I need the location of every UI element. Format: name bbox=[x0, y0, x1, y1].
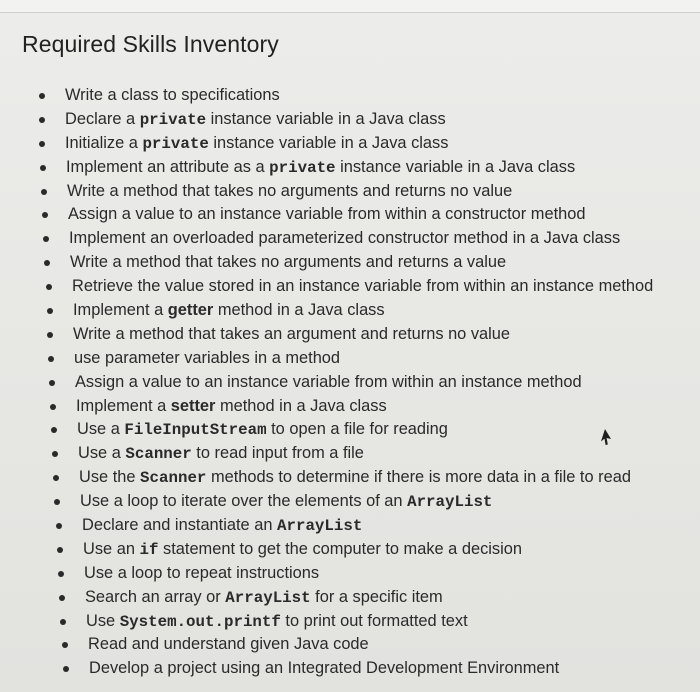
skill-item bbox=[0, 84, 700, 108]
skill-text-part: instance variable in a Java class bbox=[206, 109, 446, 128]
skill-text-part: to read input from a file bbox=[191, 444, 364, 463]
bullet-icon bbox=[57, 547, 63, 553]
skill-text-part: to open a file for reading bbox=[266, 420, 448, 439]
skill-text-part: Use a loop to repeat instructions bbox=[84, 563, 320, 582]
skill-text bbox=[69, 227, 620, 251]
skill-text-part: Write a class to specifications bbox=[65, 86, 280, 104]
skill-text-part: Implement an overloaded parameterized constructor method in a Java class bbox=[69, 229, 621, 248]
skill-text-part: Declare a bbox=[65, 109, 140, 128]
bullet-icon bbox=[42, 212, 48, 218]
skill-text-part: Use a loop to iterate over the elements of an bbox=[80, 492, 408, 511]
bullet-icon bbox=[51, 427, 57, 433]
bullet-icon bbox=[62, 642, 68, 648]
bullet-icon bbox=[60, 619, 66, 625]
code-keyword: private bbox=[139, 110, 207, 129]
skill-text bbox=[82, 514, 362, 539]
skill-text-part: Use a bbox=[78, 444, 126, 463]
skill-text bbox=[76, 395, 387, 419]
bullet-icon bbox=[39, 141, 45, 147]
code-keyword: Scanner bbox=[125, 445, 192, 464]
skill-item bbox=[0, 227, 700, 251]
skill-text-part: Read and understand given Java code bbox=[88, 635, 369, 654]
bullet-icon bbox=[53, 475, 59, 481]
skill-item bbox=[0, 132, 700, 156]
skill-item bbox=[0, 323, 700, 347]
skill-text bbox=[83, 538, 522, 563]
skill-text bbox=[65, 84, 280, 108]
skill-text bbox=[86, 610, 468, 635]
skill-item bbox=[0, 633, 700, 657]
skill-item bbox=[0, 371, 700, 395]
skill-item bbox=[0, 538, 700, 562]
skill-text bbox=[88, 633, 369, 657]
bullet-icon bbox=[50, 404, 56, 410]
skill-text-part: Implement a bbox=[73, 301, 168, 320]
bullet-icon bbox=[39, 117, 45, 123]
skill-item bbox=[0, 610, 700, 634]
skill-text bbox=[75, 371, 582, 395]
skill-item bbox=[0, 108, 700, 132]
code-keyword: System.out.printf bbox=[119, 612, 281, 631]
skill-text bbox=[77, 418, 448, 443]
skill-text-part: instance variable in a Java class bbox=[208, 133, 449, 152]
skill-text bbox=[67, 180, 512, 204]
skill-text-part: instance variable in a Java class bbox=[335, 157, 576, 176]
skill-item bbox=[0, 275, 700, 299]
skill-item bbox=[0, 514, 700, 538]
skills-list bbox=[0, 84, 700, 681]
skill-item bbox=[0, 180, 700, 204]
skill-text-part: Write a method that takes no arguments and returns no value bbox=[67, 181, 513, 200]
skill-text-part: method in a Java class bbox=[215, 396, 387, 415]
bullet-icon bbox=[47, 308, 53, 314]
skill-text-part: use parameter variables in a method bbox=[74, 348, 341, 367]
skill-item bbox=[0, 466, 700, 490]
skill-text bbox=[68, 203, 585, 227]
skill-text-part: Use bbox=[86, 611, 120, 630]
skill-text-part: Search an array or bbox=[85, 587, 226, 606]
skill-text bbox=[65, 108, 446, 133]
mouse-pointer-icon bbox=[598, 428, 612, 446]
skill-text bbox=[84, 562, 319, 586]
skill-text-part: to print out formatted text bbox=[280, 611, 468, 630]
page-title: Required Skills Inventory bbox=[22, 31, 279, 57]
skill-text-part: Implement a bbox=[76, 396, 171, 415]
skill-text-part: Initialize a bbox=[65, 133, 143, 152]
skill-text-part: Develop a project using an Integrated Development Environment bbox=[89, 659, 560, 678]
skill-item bbox=[0, 562, 700, 586]
skill-text bbox=[74, 347, 340, 371]
skill-item bbox=[0, 203, 700, 227]
skill-text bbox=[72, 275, 653, 299]
code-keyword: FileInputStream bbox=[124, 421, 267, 440]
skill-text-part: Assign a value to an instance variable from within an instance method bbox=[75, 372, 582, 391]
skill-text bbox=[70, 251, 506, 275]
code-keyword: if bbox=[139, 540, 159, 559]
skill-text bbox=[78, 442, 364, 467]
bullet-icon bbox=[43, 236, 49, 242]
code-keyword: ArrayList bbox=[225, 588, 311, 607]
code-keyword: ArrayList bbox=[277, 517, 363, 536]
bullet-icon bbox=[48, 356, 54, 362]
skill-text bbox=[66, 156, 575, 181]
skill-text bbox=[65, 132, 448, 157]
code-keyword: Scanner bbox=[140, 469, 207, 488]
bullet-icon bbox=[59, 595, 65, 601]
skill-text-part: for a specific item bbox=[310, 587, 443, 606]
skill-text-part: Use the bbox=[79, 468, 141, 487]
skill-text bbox=[89, 657, 559, 681]
bullet-icon bbox=[49, 380, 55, 386]
bullet-icon bbox=[46, 284, 52, 290]
skill-text bbox=[73, 299, 385, 323]
skill-text-part: Assign a value to an instance variable from within a constructor method bbox=[68, 205, 586, 224]
code-keyword: ArrayList bbox=[407, 493, 493, 512]
skill-item bbox=[0, 156, 700, 180]
skill-item bbox=[0, 442, 700, 466]
skill-text-part: Implement an attribute as a bbox=[66, 157, 270, 176]
skill-text-part: Use an bbox=[83, 539, 140, 558]
bullet-icon bbox=[41, 189, 47, 195]
skill-item bbox=[0, 299, 700, 323]
top-edge bbox=[0, 0, 700, 13]
skill-text-part: method in a Java class bbox=[213, 301, 385, 320]
bullet-icon bbox=[52, 451, 58, 457]
skill-item bbox=[0, 418, 700, 442]
bullet-icon bbox=[58, 571, 64, 577]
bullet-icon bbox=[47, 332, 53, 338]
skill-text-part: Write a method that takes no arguments and returns a value bbox=[70, 253, 507, 272]
skill-text-part: Retrieve the value stored in an instance variable from within an instance method bbox=[72, 277, 654, 296]
bullet-icon bbox=[56, 523, 62, 529]
bullet-icon bbox=[40, 165, 46, 171]
skill-text bbox=[85, 586, 443, 611]
skill-text-part: methods to determine if there is more data in a file to read bbox=[206, 468, 631, 487]
skill-item bbox=[0, 657, 700, 681]
skill-text-part: Declare and instantiate an bbox=[82, 516, 277, 535]
skill-text bbox=[73, 323, 510, 347]
skill-text bbox=[79, 466, 631, 491]
skill-item bbox=[0, 395, 700, 419]
bullet-icon bbox=[39, 93, 45, 99]
code-keyword: private bbox=[269, 158, 336, 177]
skill-item bbox=[0, 251, 700, 275]
skill-item bbox=[0, 586, 700, 610]
skill-text bbox=[80, 490, 492, 515]
bullet-icon bbox=[54, 499, 60, 505]
skill-text-part: statement to get the computer to make a decision bbox=[158, 539, 522, 558]
skill-text-part: Use a bbox=[77, 420, 125, 439]
code-keyword: private bbox=[142, 134, 209, 153]
skill-item bbox=[0, 490, 700, 514]
skill-item bbox=[0, 347, 700, 371]
bold-term: setter bbox=[170, 396, 216, 415]
bold-term: getter bbox=[167, 301, 214, 320]
skill-text-part: Write a method that takes an argument and returns no value bbox=[73, 324, 511, 343]
bullet-icon bbox=[44, 260, 50, 266]
bullet-icon bbox=[63, 666, 69, 672]
